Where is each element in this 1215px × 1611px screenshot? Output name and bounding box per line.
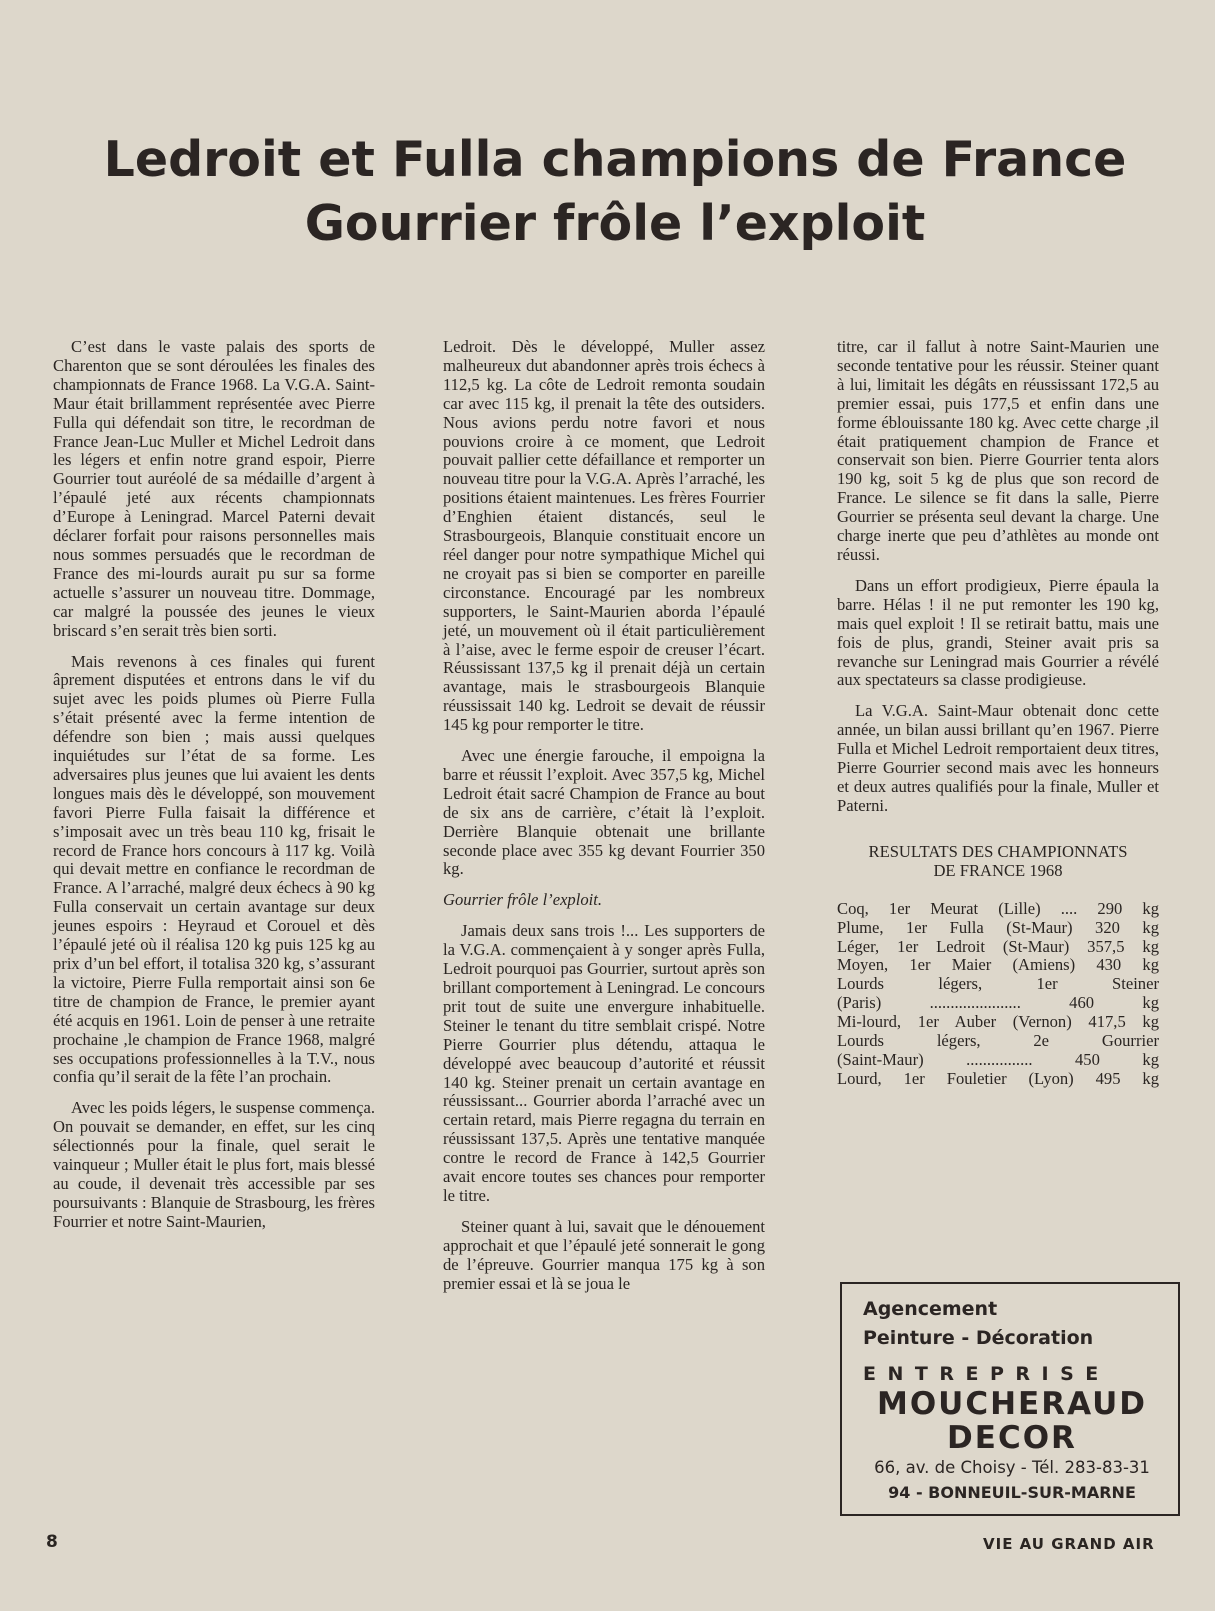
paragraph: Avec les poids légers, le suspense commença. On pouvait se demander, en effet, sur les cinq sélectionnés pour la finale, quel serait le vainqueur ; Muller était le plus fort, mais blessé au coude, il devenait très accessible par ses poursuivants : Blanquie de Strasbourg, les frères Fourrier et notre Saint-Maurien, [53,1098,375,1231]
result-line: (Saint-Maur) ................ 450 kg [837,1050,1159,1069]
paragraph: Mais revenons à ces finales qui furent âprement disputées et entrons dans le vif du sujet avec les poids plumes où Pierre Fulla s’était présenté avec la ferme intention de défendre son bien ; mais aussi quelques inquiétudes sur l’état de sa forme. Les adversaires plus jeunes que lui avaient les dents longues mais dès le développé, son mouvement favori Pierre Fulla faisait la différence et s’imposait avec un très beau 110 kg, frisait le record de France hors concours à 117 kg. Voilà qui devait mettre en confiance le recordman de France. A l’arraché, malgré deux échecs à 90 kg Fulla conservait un certain avantage sur deux jeunes espoirs : Heyraud et Corouel et dès l’épaulé jeté où il réalisa 120 kg puis 125 kg au prix d’un bel effort, il totalisa 320 kg, s’assurant la victoire, Pierre Fulla remportait ainsi son 6e titre de champion de France, le premier ayant été acquis en 1961. Loin de penser à une retraite prochaine ,le champion de France 1968, malgré ses occupations professionnelles à la T.V., nous confia qu’il serait de la fête l’an prochain. [53,651,375,1087]
result-line: Mi-lourd, 1er Auber (Vernon) 417,5 kg [837,1012,1159,1032]
ad-company-name-2: DECOR [947,1420,1077,1456]
paragraph: Avec une énergie farouche, il empoigna la barre et réussit l’exploit. Avec 357,5 kg, Michel Ledroit était sacré Champion de France au bout de six ans de carrière, c’était là l’exploit. Derrière Blanquie obtenait une brillante seconde place avec 355 kg devant Fourrier 350 kg. [443,746,765,879]
page-number: 8 [46,1532,58,1552]
article-column-3 [837,338,1159,1089]
paragraph: Dans un effort prodigieux, Pierre épaula la barre. Hélas ! il ne put remonter les 190 kg, mais quel exploit ! Il se retirait battu, mais une fois de plus, grandi, Steiner avait pris sa revanche sur Leningrad mais Gourrier a révélé aux spectateurs sa classe prodigieuse. [837,575,1159,690]
result-line: Lourd, 1er Fouletier (Lyon) 495 kg [837,1068,1159,1088]
article-column-1 [53,338,375,1244]
results-title-line-2: DE FRANCE 1968 [933,860,1063,880]
result-line: Lourds légers, 2e Gourrier [837,1031,1159,1051]
headline [40,128,1190,256]
ad-address: 66, av. de Choisy - Tél. 283-83-31 [874,1458,1150,1477]
results-title [837,842,1159,880]
paragraph: Steiner quant à lui, savait que le dénouement approchait et que l’épaulé jeté sonnerait le gong de l’épreuve. Gourrier manqua 175 kg à son premier essai et là se joua le [443,1216,765,1293]
result-line: Plume, 1er Fulla (St-Maur) 320 kg [837,917,1159,937]
ad-company-name-1: MOUCHERAUD [876,1386,1148,1422]
headline-line-1: Ledroit et Fulla champions de France [103,131,1127,188]
result-line: Moyen, 1er Maier (Amiens) 430 kg [837,955,1159,975]
paragraph: Ledroit. Dès le développé, Muller assez malheureux dut abandonner après trois échecs à 112,5 kg. La côte de Ledroit remonta soudain car avec 115 kg, il prenait la tête des outsiders. Nous avions perdu notre favori et nous pouvions croire à ce moment, que Ledroit pouvait pallier cette défaillance et remporter un nouveau titre pour la V.G.A. Après l’arraché, les positions étaient maintenues. Les frères Fourrier d’Enghien étaient distancés, seul le Strasbourgeois, Blanquie constituait encore un réel danger pour notre sympathique Michel qui ne croyait pas si bien se comporter en pareille circonstance. Encouragé par les nombreux supporters, le Saint-Maurien aborda l’épaulé jeté, un mouvement où il était particulièrement à l’aise, avec le ferme espoir de creuser l’écart. Réussissant 137,5 kg il prenait déjà un certain avantage, mais le strasbourgeois Blanquie réussissait 140 kg. Ledroit se devait de réussir 145 kg pour remporter le titre. [443,337,765,735]
results-list [837,900,1159,1089]
result-line: (Paris) ...................... 460 kg [837,993,1159,1013]
results-title-line-1: RESULTATS DES CHAMPIONNATS [868,841,1128,861]
result-line: Coq, 1er Meurat (Lille) .... 290 kg [837,898,1159,918]
article-column-2 [443,338,765,1306]
ad-line-entreprise: ENTREPRISE [863,1363,1110,1385]
ad-company-name [842,1387,1182,1455]
paragraph: C’est dans le vaste palais des sports de Charenton que se sont déroulées les finales des championnats de France 1968. La V.G.A. Saint-Maur était brillamment représentée avec Pierre Fulla qui défendait son titre, le recordman de France Jean-Luc Muller et Michel Ledroit dans les légers et enfin notre grand espoir, Pierre Gourrier tout auréolé de sa médaille d’argent à l’épaulé jeté aux récents championnats d’Europe à Leningrad. Marcel Paterni devait déclarer forfait pour raisons personnelles mais nous sommes persuadés que le recordman de France des mi-lourds aurait pu sur sa forme actuelle s’assurer un nouveau titre. Dommage, car malgré la poussée des jeunes le vieux briscard s’en serait très bien sorti. [53,337,375,640]
ad-line-peinture: Peinture - Décoration [863,1327,1094,1349]
result-line: Léger, 1er Ledroit (St-Maur) 357,5 kg [837,936,1159,956]
headline-line-2: Gourrier frôle l’exploit [304,195,926,252]
magazine-name: VIE AU GRAND AIR [983,1535,1155,1553]
paragraph: titre, car il fallut à notre Saint-Maurien une seconde tentative pour les réussir. Steiner quant à lui, limitait les dégâts en réussissant 172,5 au premier essai, puis 177,5 et enfin dans une forme éblouissante 180 kg. Avec cette charge ,il était pratiquement champion de France et conservait son bien. Pierre Gourrier tenta alors 190 kg, soit 5 kg de plus que son record de France. Le silence se fit dans la salle, Pierre Gourrier se présenta seul devant la charge. Une charge inerte que peu d’athlètes au monde ont réussi. [837,337,1159,564]
ad-city: 94 - BONNEUIL-SUR-MARNE [888,1483,1136,1502]
paragraph: La V.G.A. Saint-Maur obtenait donc cette année, un bilan aussi brillant qu’en 1967. Pierre Fulla et Michel Ledroit remportaient deux titres, Pierre Gourrier second mais avec les honneurs et deux autres qualifiés pour la finale, Muller et Paterni. [837,701,1159,815]
paragraph: Jamais deux sans trois !... Les supporters de la V.G.A. commençaient à y songer après Fulla, Ledroit pourquoi pas Gourrier, surtout après son brillant comportement à Leningrad. Le concours prit tout de suite une envergure inhabituelle. Steiner le tenant du titre semblait crispé. Notre Pierre Gourrier plus détendu, attaqua le développé avec beaucoup d’autorité et réussit 140 kg. Steiner prenait un certain avantage en réussissant... Gourrier aborda l’arraché avec un certain retard, mais Pierre regagna du terrain en réussissant 137,5. Après une tentative manquée contre le record de France à 142,5 Gourrier avait encore toutes ses chances pour remporter le titre. [443,921,765,1205]
subheading: Gourrier frôle l’exploit. [443,890,603,910]
advertisement-box [840,1282,1180,1516]
ad-line-agencement: Agencement [863,1298,998,1320]
result-line: Lourds légers, 1er Steiner [837,974,1159,994]
